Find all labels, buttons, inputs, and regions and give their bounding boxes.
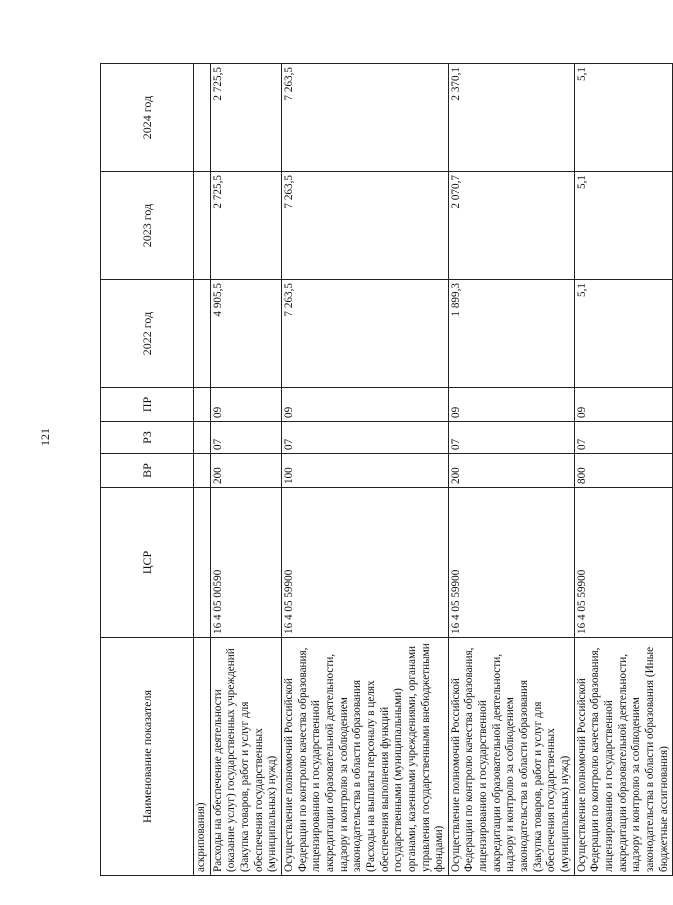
cell-pr: 09 [281, 388, 448, 422]
cell-2022: 4 905,5 [210, 280, 281, 388]
cell-2022: 1 899,3 [448, 280, 574, 388]
cell-rz: 07 [574, 422, 673, 454]
cell-2022: 7 263,5 [281, 280, 448, 388]
cell-rz: 07 [448, 422, 574, 454]
cell-name: Осуществление полномочий Российской Федерации по контролю качества образования, лицензированию и государственной аккредитации образовательной деятельности, надзору и контролю за соблюдением законодательства в области образования (Иные бюджетные ассигнования) [574, 638, 673, 876]
cell-pr: 09 [210, 388, 281, 422]
cell-2024: 7 263,5 [281, 64, 448, 172]
cell-2023: 7 263,5 [281, 172, 448, 280]
header-rz: РЗ [101, 422, 194, 454]
budget-table [100, 63, 673, 876]
cell-2023: 5,1 [574, 172, 673, 280]
cell-2024: 2 725,5 [210, 64, 281, 172]
header-2023: 2023 год [101, 172, 194, 280]
cell-name: Осуществление полномочий Российской Федерации по контролю качества образования, лицензированию и государственной аккредитации образовательной деятельности, надзору и контролю за соблюдением законодательства в области образования (Расходы на выплаты персоналу в целях обеспечения выполнения функций государственными (муниципальными) органами, казенными учреждениями, органами управления государственными внебюджетными фондами) [281, 638, 448, 876]
header-csr: ЦСР [101, 488, 194, 638]
header-2024: 2024 год [101, 64, 194, 172]
cell-2022: 5,1 [574, 280, 673, 388]
header-vr: ВР [101, 454, 194, 488]
cell-pr: 09 [448, 388, 574, 422]
page-number: 121 [38, 428, 52, 446]
cell-2024: 5,1 [574, 64, 673, 172]
cell-csr: 16 4 05 59900 [448, 488, 574, 638]
cell-rz: 07 [281, 422, 448, 454]
rotated-table-container [100, 64, 670, 876]
cell-2023: 2 070,7 [448, 172, 574, 280]
cell-csr: 16 4 05 59900 [281, 488, 448, 638]
cell-vr: 100 [281, 454, 448, 488]
table-row [574, 64, 673, 876]
cell-name: Расходы на обеспечение деятельности (оказание услуг) государственных учреждений (Закупка товаров, работ и услуг для обеспечения государственных (муниципальных) нужд) [210, 638, 281, 876]
cell-name: Осуществление полномочий Российской Федерации по контролю качества образования, лицензированию и государственной аккредитации образовательной деятельности, надзору и контролю за соблюдением законодательства в области образования (Закупка товаров, работ и услуг для обеспечения государственных (муниципальных) нужд) [448, 638, 574, 876]
table-row [448, 64, 574, 876]
table-row [210, 64, 281, 876]
header-name: Наименование показателя [101, 638, 194, 876]
cell-vr: 800 [574, 454, 673, 488]
table-row-continuation [194, 64, 211, 876]
table-row [281, 64, 448, 876]
header-pr: ПР [101, 388, 194, 422]
cell-pr: 09 [574, 388, 673, 422]
cell-csr: 16 4 05 59900 [574, 488, 673, 638]
table-header-row [101, 64, 194, 876]
cell-vr: 200 [210, 454, 281, 488]
header-2022: 2022 год [101, 280, 194, 388]
cell-2023: 2 725,5 [210, 172, 281, 280]
cell-rz: 07 [210, 422, 281, 454]
cell-vr: 200 [448, 454, 574, 488]
continuation-text: аскрипования) [194, 638, 211, 876]
cell-csr: 16 4 05 00590 [210, 488, 281, 638]
cell-2024: 2 370,1 [448, 64, 574, 172]
